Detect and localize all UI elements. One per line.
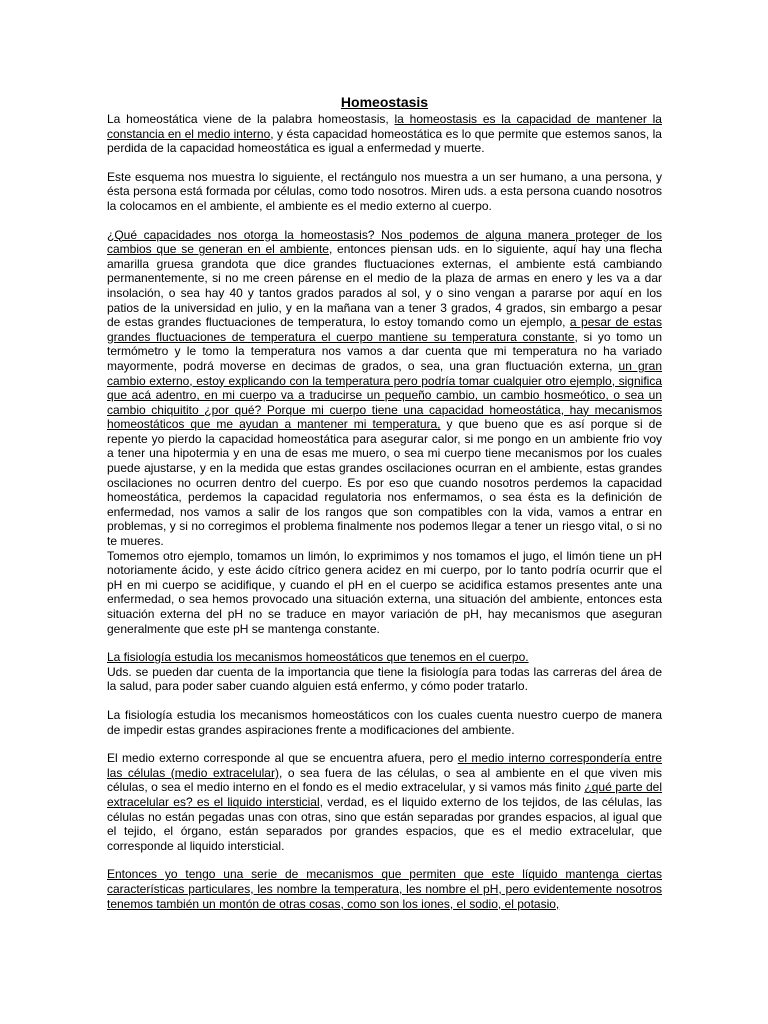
document-body bbox=[107, 94, 662, 911]
paragraph-8: Entonces yo tengo una serie de mecanismos que permiten que este líquido mantenga ciertas características particulares, les nombre la temperatura, les nombre el pH, pero evidentemente nosotros tenemos también un montón de otras cosas, como son los iones, el sodio, el potasio, bbox=[107, 867, 662, 911]
paragraph-3: ¿Qué capacidades nos otorga la homeostasis? Nos podemos de alguna manera proteger de los cambios que se generan en el ambiente, entonces piensan uds. en lo siguiente, aquí hay una flecha amarilla gruesa grandota que dice grandes fluctuaciones externas, el ambiente está cambiando permanentemente, si no me creen párense en el medio de la plaza de armas en enero y les va a dar insolación, o sea hay 40 y tantos grados parados al sol, y o sino vengan a pararse por aquí en los patios de la universidad en julio, y en la mañana van a tener 3 grados, 4 grados, sin embargo a pesar de estas grandes fluctuaciones de temperatura, lo estoy tomando como un ejemplo, a pesar de estas grandes fluctuaciones de temperatura el cuerpo mantiene su temperatura constante, si yo tomo un termómetro y le tomo la temperatura nos vamos a dar cuenta que mi temperatura no ha variado mayormente, podrá moverse en decimas de grados, o sea, una gran fluctuación externa, un gran cambio externo, estoy explicando con la temperatura pero podría tomar cualquier otro ejemplo, significa que acá adentro, en mi cuerpo va a traducirse un pequeño cambio, un cambio hosmeótico, o sea un cambio chiquitito ¿por qué? Porque mi cuerpo tiene una capacidad homeostática, hay mecanismos homeostáticos que me ayudan a mantener mi temperatura, y que bueno que es así porque si de repente yo pierdo la capacidad homeostática para asegurar calor, si me pongo en un ambiente frio voy a tener una hipotermia y en una de esas me muero, o sea mi cuerpo tiene mecanismos por los cuales puede ajustarse, y en la medida que estas grandes oscilaciones ocurran en el ambiente, estas grandes oscilaciones no ocurren dentro del cuerpo. Es por eso que cuando nosotros perdemos la capacidad homeostática, perdemos la capacidad regulatoria nos enfermamos, o sea ésta es la definición de enfermedad, nos vamos a salir de los rangos que son compatibles con la vida, vamos a entrar en problemas, y si no corregimos el problema finalmente nos podemos llegar a tener un riesgo vital, o si no te mueres. bbox=[107, 227, 662, 549]
paragraph-6: La fisiología estudia los mecanismos homeostáticos con los cuales cuenta nuestro cuerpo de manera de impedir estas grandes aspiraciones frente a modificaciones del ambiente. bbox=[107, 707, 662, 737]
paragraph-7: El medio externo corresponde al que se encuentra afuera, pero el medio interno correspondería entre las células (medio extracelular), o sea fuera de las células, o sea al ambiente en el que viven mis células, o sea el medio interno en el fondo es el medio extracelular, y si vamos más finito ¿qué parte del extracelular es? es el liquido intersticial, verdad, es el liquido externo de los tejidos, de las células, las células no están pegadas unas con otras, sino que están separadas por grandes espacios, al igual que el tejido, el órgano, están separados por grandes espacios, que es el medio extracelular, que corresponde al liquido intersticial. bbox=[107, 751, 662, 853]
paragraph-5: La fisiología estudia los mecanismos homeostáticos que tenemos en el cuerpo. Uds. se pueden dar cuenta de la importancia que tiene la fisiología para todas las carreras del área de la salud, para poder saber cuando alguien está enfermo, y cómo poder tratarlo. bbox=[107, 650, 662, 694]
page-title: Homeostasis bbox=[340, 94, 429, 110]
paragraph-1: La homeostática viene de la palabra homeostasis, la homeostasis es la capacidad de mantener la constancia en el medio interno, y ésta capacidad homeostática es lo que permite que estemos sanos, la perdida de la capacidad homeostática es igual a enfermedad y muerte. bbox=[107, 112, 662, 156]
paragraph-2: Este esquema nos muestra lo siguiente, el rectángulo nos muestra a un ser humano, a una persona, y ésta persona está formada por células, como todo nosotros. Miren uds. a esta persona cuando nosotros la colocamos en el ambiente, el ambiente es el medio externo al cuerpo. bbox=[107, 169, 662, 213]
paragraph-4: Tomemos otro ejemplo, tomamos un limón, lo exprimimos y nos tomamos el jugo, el limón tiene un pH notoriamente ácido, y este ácido cítrico genera acidez en mi cuerpo, por lo tanto podría ocurrir que el pH en mi cuerpo se acidifique, y cuando el pH en el cuerpo se acidifica estamos presentes ante una enfermedad, o sea hemos provocado una situación externa, una situación del ambiente, entonces esta situación externa del pH no se traduce en mayor variación de pH, hay mecanismos que aseguran generalmente que este pH se mantenga constante. bbox=[107, 548, 662, 636]
